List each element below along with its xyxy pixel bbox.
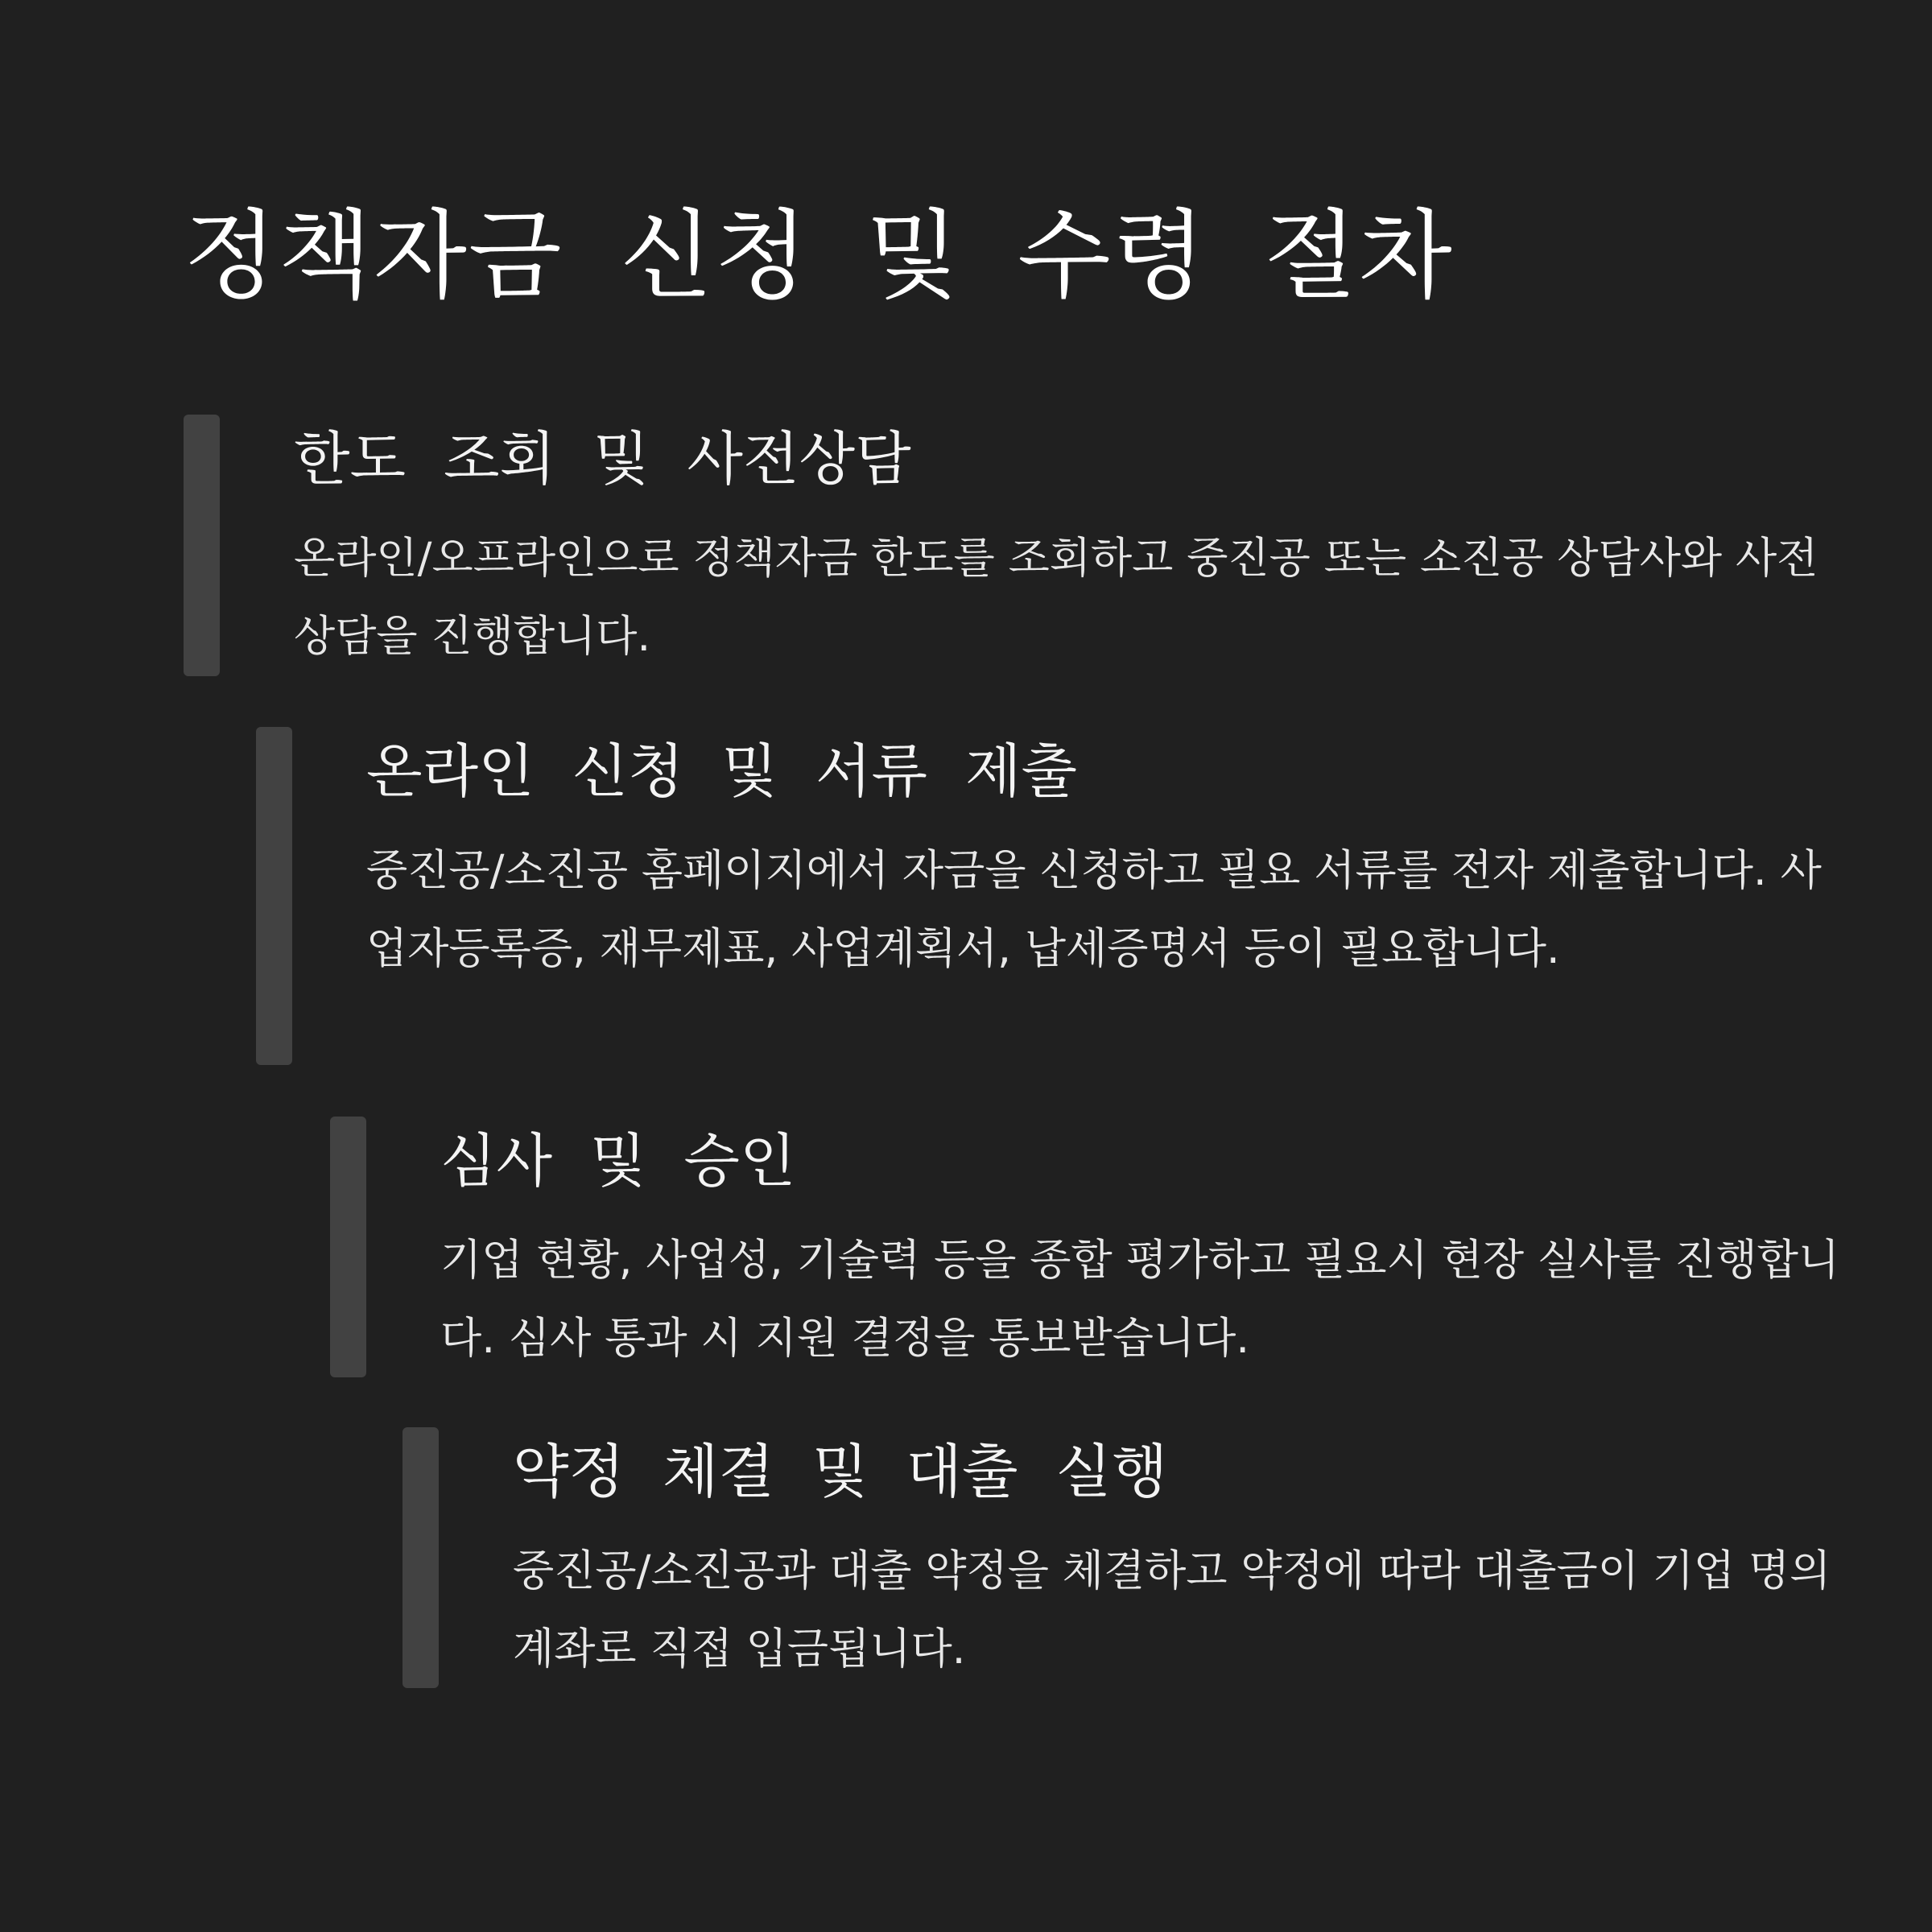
step-title: 온라인 신청 및 서류 제출	[366, 737, 1078, 805]
step-title: 약정 체결 및 대출 실행	[513, 1438, 1168, 1505]
step-marker-bar	[330, 1117, 366, 1377]
step-marker-bar	[256, 727, 292, 1065]
step-description: 중진공/소진공과 대출 약정을 체결하고 약정에 따라 대출금이 기업 명의 계좌로 직접 입금됩니다.	[513, 1546, 1831, 1674]
step-title: 심사 및 승인	[440, 1127, 796, 1195]
step-title: 한도 조회 및 사전상담	[294, 425, 911, 493]
step-description: 기업 현황, 사업성, 기술력 등을 종합 평가하고 필요시 현장 실사를 진행합니다. 심사 통과 시 지원 결정을 통보받습니다.	[440, 1236, 1840, 1363]
step-marker-bar	[402, 1427, 439, 1688]
step-marker-bar	[184, 415, 220, 676]
step-description: 온라인/오프라인으로 정책자금 한도를 조회하고 중진공 또는 소진공 상담사와 사전상담을 진행합니다.	[294, 534, 1818, 661]
step-description: 중진공/소진공 홈페이지에서 자금을 신청하고 필요 서류를 전자 제출합니다. 사업자등록증, 재무제표, 사업계획서, 납세증명서 등이 필요합니다.	[366, 846, 1822, 973]
page-title: 정책자금 신청 및 수령 절차	[184, 200, 1454, 312]
